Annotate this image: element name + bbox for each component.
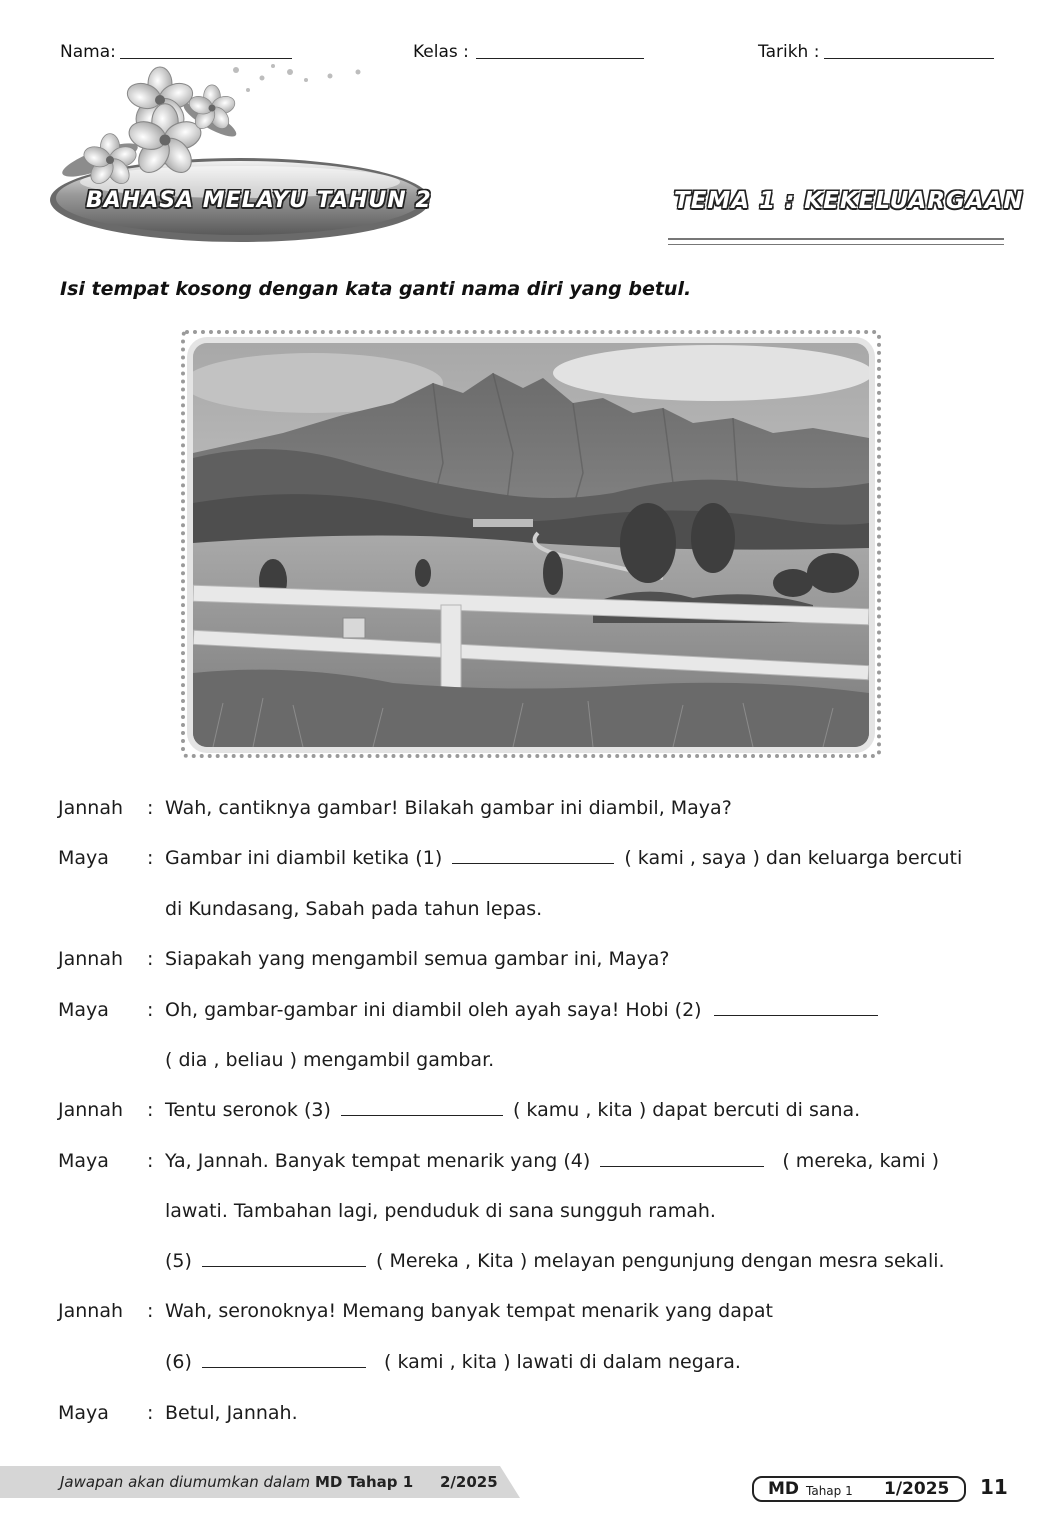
dialogue-text: di Kundasang, Sabah pada tahun lepas. bbox=[165, 898, 543, 920]
text-before-blank: Ya, Jannah. Banyak tempat menarik yang (4) bbox=[165, 1150, 591, 1172]
dialogue-text: Wah, cantiknya gambar! Bilakah gambar ini diambil, Maya? bbox=[165, 797, 732, 819]
speaker: Jannah bbox=[58, 797, 124, 819]
dialogue-text bbox=[165, 847, 962, 869]
text-after-blank: ( kami , saya ) dan keluarga bercuti bbox=[624, 847, 963, 869]
dialogue-line-5 bbox=[0, 999, 1000, 1025]
tarikh-label: Tarikh : bbox=[758, 42, 820, 62]
md-badge bbox=[752, 1476, 966, 1502]
speaker: Maya bbox=[58, 999, 109, 1021]
answer-blank-2[interactable] bbox=[714, 1001, 878, 1016]
dialogue-text: lawati. Tambahan lagi, penduduk di sana sungguh ramah. bbox=[165, 1200, 716, 1222]
dialogue-text: Betul, Jannah. bbox=[165, 1402, 298, 1424]
dialogue-line-6 bbox=[0, 1049, 1000, 1075]
speaker: Maya bbox=[58, 1402, 109, 1424]
kelas-label: Kelas : bbox=[413, 42, 469, 62]
dialogue-line-11 bbox=[0, 1300, 1000, 1326]
mountain-landscape-image bbox=[193, 343, 869, 747]
text-before-blank: Oh, gambar-gambar ini diambil oleh ayah saya! Hobi (2) bbox=[165, 999, 702, 1021]
answer-blank-3[interactable] bbox=[341, 1101, 503, 1116]
speaker: Jannah bbox=[58, 1300, 124, 1322]
banner-decoration bbox=[40, 60, 440, 250]
answer-blank-5[interactable] bbox=[202, 1252, 366, 1267]
footer-note-prefix: Jawapan akan diumumkan dalam bbox=[60, 1473, 311, 1491]
dialogue-text bbox=[165, 999, 878, 1021]
text-before-blank: Tentu seronok (3) bbox=[165, 1099, 331, 1121]
text-before-blank: (5) bbox=[165, 1250, 192, 1272]
colon: : bbox=[147, 1402, 154, 1424]
dialogue-text: Siapakah yang mengambil semua gambar ini, Maya? bbox=[165, 948, 670, 970]
dialogue-line-4 bbox=[0, 948, 1000, 974]
dialogue-line-8 bbox=[0, 1150, 1000, 1176]
colon: : bbox=[147, 1150, 154, 1172]
text-after-blank: ( Mereka , Kita ) melayan pengunjung dengan mesra sekali. bbox=[376, 1250, 945, 1272]
colon: : bbox=[147, 797, 154, 819]
dialogue-text bbox=[165, 1150, 939, 1172]
footer-note-md: MD Tahap 1 bbox=[314, 1473, 414, 1491]
footer-note-issue: 2/2025 bbox=[439, 1473, 498, 1491]
dialogue-line-12 bbox=[0, 1351, 1000, 1377]
colon: : bbox=[147, 847, 154, 869]
answer-blank-6[interactable] bbox=[202, 1353, 366, 1368]
colon: : bbox=[147, 948, 154, 970]
theme-title: TEMA 1 : KEKELUARGAAN bbox=[674, 188, 1024, 214]
dialogue-text bbox=[165, 1099, 860, 1121]
dialogue-line-9 bbox=[0, 1200, 1000, 1226]
answer-blank-1[interactable] bbox=[452, 849, 614, 864]
speaker: Jannah bbox=[58, 948, 124, 970]
text-before-blank: Gambar ini diambil ketika (1) bbox=[165, 847, 443, 869]
dialogue-line-10 bbox=[0, 1250, 1010, 1276]
dialogue-line-7 bbox=[0, 1099, 1000, 1125]
colon: : bbox=[147, 1300, 154, 1322]
theme-underline-bottom bbox=[668, 244, 1004, 245]
dialogue-text: ( dia , beliau ) mengambil gambar. bbox=[165, 1049, 495, 1071]
footer-note bbox=[60, 1473, 498, 1491]
md-label: MD bbox=[768, 1479, 800, 1499]
tarikh-field[interactable] bbox=[824, 58, 994, 59]
speaker: Jannah bbox=[58, 1099, 124, 1121]
dialogue-text: Wah, seronoknya! Memang banyak tempat menarik yang dapat bbox=[165, 1300, 773, 1322]
kelas-field[interactable] bbox=[476, 58, 644, 59]
landscape-photo bbox=[193, 343, 869, 747]
text-after-blank: ( mereka, kami ) bbox=[782, 1150, 940, 1172]
tahap-label: Tahap 1 bbox=[806, 1484, 853, 1498]
text-before-blank: (6) bbox=[165, 1351, 192, 1373]
instruction: Isi tempat kosong dengan kata ganti nama diri yang betul. bbox=[60, 278, 692, 300]
banner-title: BAHASA MELAYU TAHUN 2 bbox=[86, 188, 432, 213]
issue-label: 1/2025 bbox=[884, 1479, 950, 1499]
dialogue-line-13 bbox=[0, 1402, 1000, 1428]
text-after-blank: ( kamu , kita ) dapat bercuti di sana. bbox=[512, 1099, 861, 1121]
answer-blank-4[interactable] bbox=[600, 1152, 764, 1167]
page-number: 11 bbox=[980, 1475, 1008, 1499]
dialogue-line-2 bbox=[0, 847, 1010, 873]
dialogue-text bbox=[165, 1250, 945, 1272]
colon: : bbox=[147, 999, 154, 1021]
speaker: Maya bbox=[58, 1150, 109, 1172]
text-after-blank: ( kami , kita ) lawati di dalam negara. bbox=[384, 1351, 741, 1373]
dialogue-line-3 bbox=[0, 898, 1000, 924]
dialogue-text bbox=[165, 1351, 741, 1373]
theme-underline-top bbox=[668, 238, 1004, 240]
colon: : bbox=[147, 1099, 154, 1121]
nama-label: Nama: bbox=[60, 42, 116, 62]
speaker: Maya bbox=[58, 847, 109, 869]
nama-field[interactable] bbox=[120, 58, 292, 59]
dialogue-line-1 bbox=[0, 797, 1000, 823]
